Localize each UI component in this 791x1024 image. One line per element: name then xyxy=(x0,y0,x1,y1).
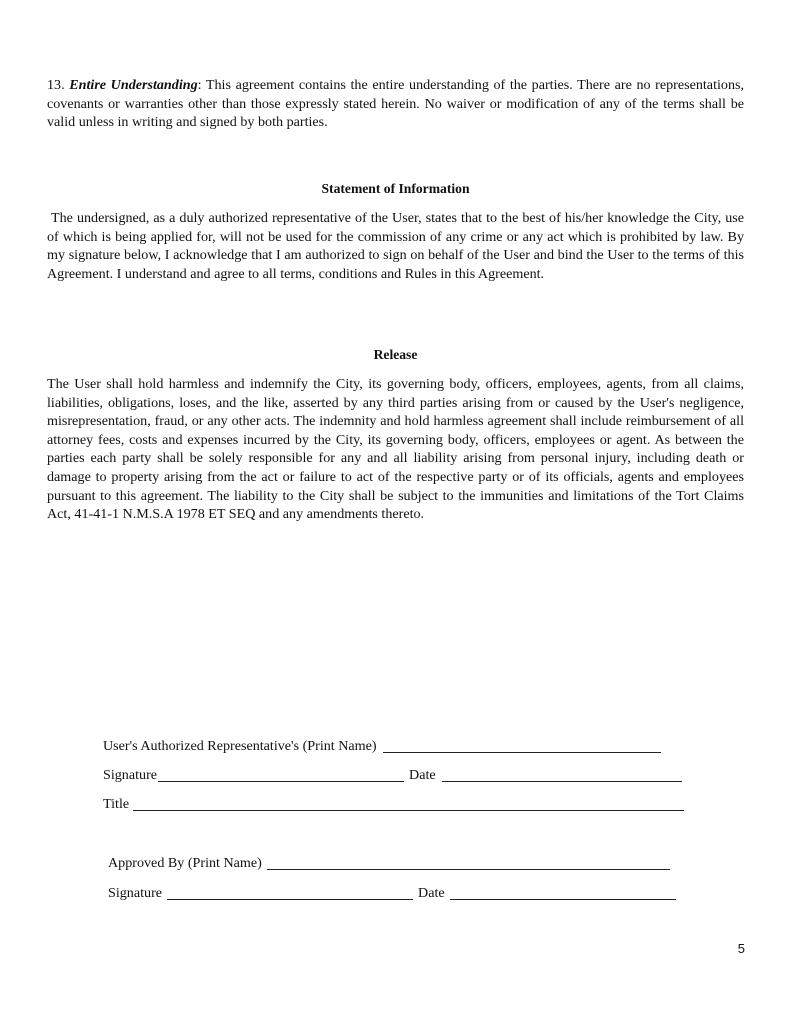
approval-signature-line[interactable] xyxy=(167,886,413,900)
rep-date-line[interactable] xyxy=(442,768,682,782)
rep-signature-label: Signature xyxy=(103,767,158,783)
approved-by-line[interactable] xyxy=(267,856,670,870)
rep-name-line[interactable] xyxy=(383,739,661,753)
rep-name-row xyxy=(103,737,661,755)
rep-signature-line[interactable] xyxy=(158,768,404,782)
approval-date-line[interactable] xyxy=(450,886,676,900)
release-paragraph: The User shall hold harmless and indemnify the City, its governing body, officers, employees, agents, from all claims, liabilities, obligations, loses, and the like, asserted by any third parties arising from or caused by the User's negligence, misrepresentation, fraud, or any other acts. The indemnity and hold harmless agreement shall include reimbursement of all attorney fees, costs and expenses incurred by the City, its governing body, officers, employees or agent. As between the parties each party shall be solely responsible for any and all liability arising from personal injury, including death or damage to property arising from the act or failure to act of the respective party or of its officials, agents and employees pursuant to this agreement. The liability to the City shall be subject to the immunities and limitations of the Tort Claims Act, 41-41-1 N.M.S.A 1978 ET SEQ and any amendments thereto. xyxy=(47,376,744,523)
rep-title-label: Title xyxy=(103,796,130,812)
rep-name-label: User's Authorized Representative's (Print Name) xyxy=(103,738,377,754)
section-13-paragraph xyxy=(47,76,744,132)
rep-date-label: Date xyxy=(409,767,436,783)
rep-title-row xyxy=(103,795,684,813)
release-heading: Release xyxy=(373,347,418,362)
section-13-text: : This agreement contains the entire understanding of the parties. There are no representations, covenants or warranties other than those expressly stated herein. No waiver or modification of any of the terms shall be valid unless in writing and signed by both parties. xyxy=(47,77,744,131)
approval-date-label: Date xyxy=(418,885,445,901)
page-number: 5 xyxy=(737,941,745,956)
approval-signature-label: Signature xyxy=(108,885,163,901)
statement-of-information-heading: Statement of Information xyxy=(321,181,470,196)
section-13-number: 13. xyxy=(47,77,70,93)
section-13-title: Entire Understanding xyxy=(69,77,198,93)
approved-by-label: Approved By (Print Name) xyxy=(108,855,262,871)
statement-of-information-paragraph: The undersigned, as a duly authorized representative of the User, states that to the best of his/her knowledge the City, use of which is being applied for, will not be used for the commission of any crime or any act which is prohibited by law. By my signature below, I acknowledge that I am authorized to sign on behalf of the User and bind the User to the terms of this Agreement. I understand and agree to all terms, conditions and Rules in this Agreement. xyxy=(47,210,744,282)
approval-signature-row xyxy=(108,884,676,902)
rep-title-line[interactable] xyxy=(133,797,684,811)
approved-by-row xyxy=(108,854,670,872)
rep-signature-row xyxy=(103,766,682,784)
